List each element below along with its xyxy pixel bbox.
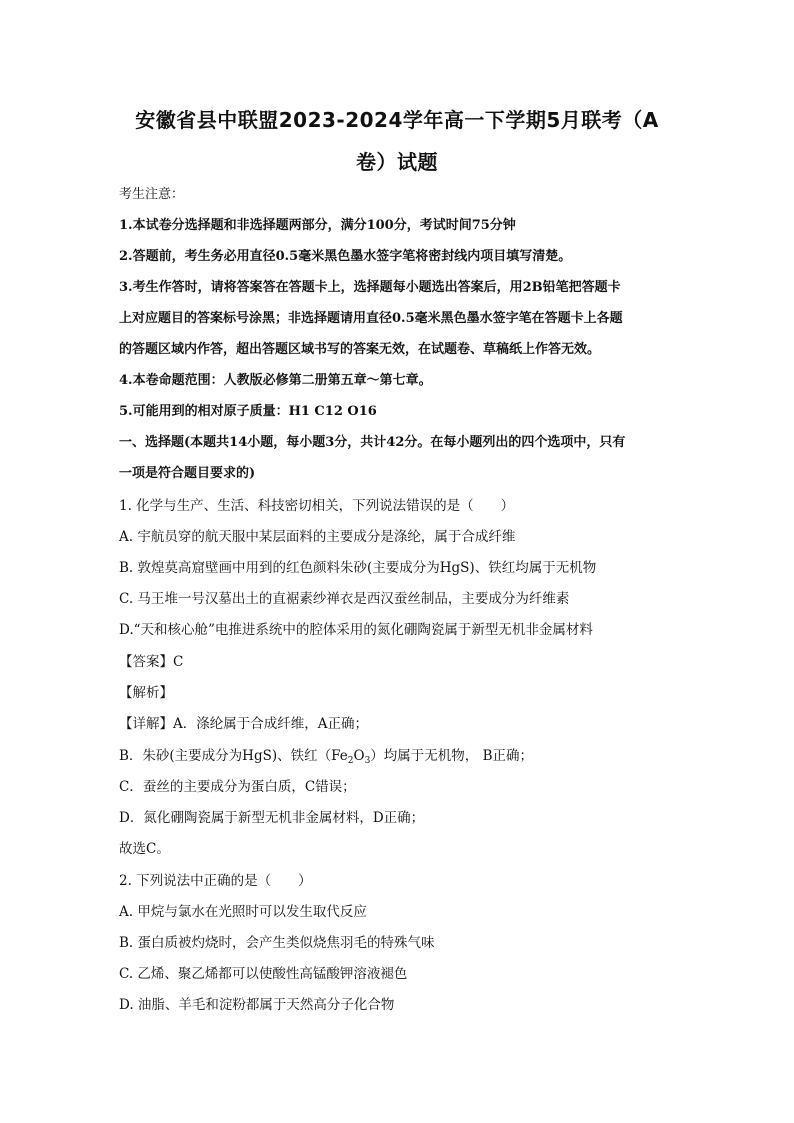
question-1-option-a: A. 宇航员穿的航天服中某层面料的主要成分是涤纶，属于合成纤维 [119,529,516,545]
section-heading-line-1: 一、选择题(本题共14小题，每小题3分，共计42分。在每小题列出的四个选项中，只有 [119,435,626,450]
question-1-detail-c: C．蚕丝的主要成分为蛋白质，C错误； [119,779,356,795]
notice-heading: 考生注意： [119,187,185,202]
question-1-stem: 1. 化学与生产、生活、科技密切相关，下列说法错误的是（ ） [119,498,515,514]
question-2-option-d: D. 油脂、羊毛和淀粉都属于天然高分子化合物 [119,997,395,1013]
detail-b-subscript-1: 2 [347,756,354,766]
notice-item-3-cont-2: 的答题区域内作答，超出答题区域书写的答案无效，在试题卷、草稿纸上作答无效。 [119,342,601,357]
notice-item-3: 3.考生作答时，请将答案答在答题卡上，选择题每小题选出答案后，用2B铅笔把答题卡 [119,280,621,295]
question-2-option-a: A. 甲烷与氯水在光照时可以发生取代反应 [119,904,367,920]
question-1-answer: 【答案】C [119,654,184,670]
detail-b-subscript-2: 3 [364,756,371,766]
question-1-option-d: D.“天和核心舱”电推进系统中的腔体采用的氮化硼陶瓷属于新型无机非金属材料 [119,622,593,638]
question-1-option-b: B. 敦煌莫高窟壁画中用到的红色颜料朱砂(主要成分为HgS)、铁红均属于无机物 [119,560,597,576]
notice-item-5: 5.可能用到的相对原子质量：H1 C12 O16 [119,404,377,419]
question-2-stem: 2. 下列说法中正确的是（ ） [119,873,312,889]
notice-item-3-cont-1: 上对应题目的答案标号涂黑；非选择题请用直径0.5毫米黑色墨水签字笔在答题卡上各题 [119,311,623,326]
question-1-detail-a: 【详解】A．涤纶属于合成纤维，A正确； [119,716,368,732]
detail-b-text-end: ）均属于无机物， B正确； [370,748,534,764]
question-1-detail-d: D．氮化硼陶瓷属于新型无机非金属材料，D正确； [119,810,425,826]
notice-item-4: 4.本卷命题范围：人教版必修第二册第五章～第七章。 [119,373,432,388]
question-2-option-c: C. 乙烯、聚乙烯都可以使酸性高锰酸钾溶液褪色 [119,966,408,982]
exam-title-line-1: 安徽省县中联盟2023-2024学年高一下学期5月联考（A [135,108,659,132]
section-heading-line-2: 一项是符合题目要求的) [119,466,256,481]
detail-b-text-start: B．朱砂(主要成分为HgS)、铁红（Fe [119,748,348,764]
question-1-analysis-label: 【解析】 [119,685,173,701]
question-2-option-b: B. 蛋白质被灼烧时，会产生类似烧焦羽毛的特殊气味 [119,935,435,951]
question-1-detail-b [119,747,734,770]
question-1-conclusion: 故选C。 [119,841,170,857]
question-1-option-c: C. 马王堆一号汉墓出土的直裾素纱禅衣是西汉蚕丝制品，主要成分为纤维素 [119,591,570,607]
notice-item-1: 1.本试卷分选择题和非选择题两部分，满分100分，考试时间75分钟 [119,218,516,233]
notice-item-2: 2.答题前，考生务必用直径0.5毫米黑色墨水签字笔将密封线内项目填写清楚。 [119,249,572,264]
exam-title-line-2: 卷）试题 [356,150,438,174]
detail-b-text-mid: O [353,748,365,764]
